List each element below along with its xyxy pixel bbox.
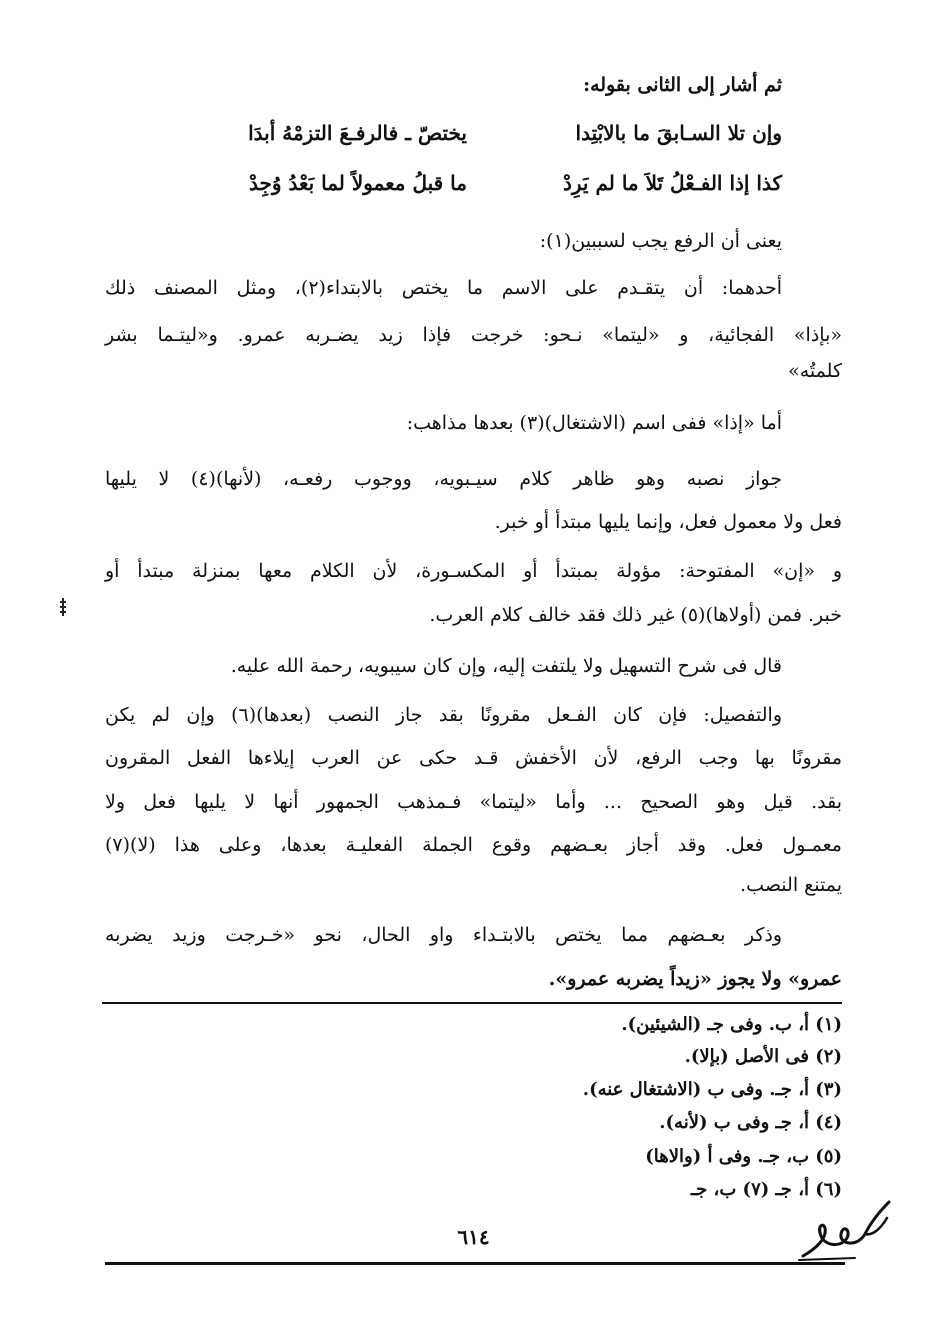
page-number: ٦١٤ [457,1225,490,1249]
footnote: (٢) فى الأصل (بإلا). [684,1046,842,1067]
paragraph-line: «بإذا» الفجائية، و «ليتما» نـحو: خرجت فإذا زيد يضـربه عمرو. و«ليتـما بشر [105,324,842,346]
paragraph-line: بقد. قيل وهو الصحيح ... وأما «ليتما» فـمذهب الجمهور أنها لا يليها فعل ولا [105,791,842,813]
verse-2-right-hemistich: كذا إذا الفـعْلُ تَلاَ ما لم يَرِدْ [562,171,782,195]
bottom-rule [105,1262,845,1265]
paragraph-line: جواز نصبه وهو ظاهر كلام سيـبويه، ووجوب رفعـه، (لأنها)(٤) لا يليها [105,468,782,490]
paragraph-line: أما «إذا» ففى اسم (الاشتغال)(٣) بعدها مذاهب: [406,412,782,434]
handwritten-signature-icon [795,1198,895,1264]
paragraph-line: فعل ولا معمول فعل، وإنما يليها مبتدأ أو خبر. [494,511,842,533]
footnote: (٥) ب، جـ. وفى أ (والاها) [645,1146,842,1167]
paragraph-line: والتفصيل: فإن كان الفـعل مقرونًا بقد جاز النصب (بعدها)(٦) وإن لم يكن [105,704,782,726]
paragraph-line: يعنى أن الرفع يجب لسببين(١): [539,230,782,252]
footnote: (٣) أ، جـ. وفى ب (الاشتغال عنه). [582,1079,842,1100]
intro-line: ثم أشار إلى الثانى بقوله: [583,74,782,96]
margin-mark-icon [58,596,68,618]
verse-1-right-hemistich: وإن تلا السـابقَ ما بالابْتِدا [575,121,782,145]
paragraph-line: معمـول فعل. وقد أجاز بعـضهم وقوع الجملة الفعليـة بعدها، وعلى هذا (لا)(٧) [105,834,842,856]
paragraph-line: وذكر بعـضهم مما يختص بالابتـداء واو الحال، نحو «خـرجت وزيد يضربه [105,924,782,946]
footnote: (٦) أ، جـ (٧) ب، جـ [690,1179,842,1200]
paragraph-line: كلمتُه» [788,360,842,382]
paragraph-line: أحدهما: أن يتقـدم على الاسم ما يختص بالابتداء(٢)، ومثل المصنف ذلك [105,277,782,299]
paragraph-line: عمرو» ولا يجوز «زيداً يضربه عمرو». [548,968,842,990]
footnote: (٤) أ، جـ وفى ب (لأنه). [659,1112,842,1133]
verse-2-left-hemistich: ما قبلُ معمولاً لما بَعْدُ وُجِدْ [248,171,467,195]
footnote: (١) أ، ب. وفى جـ (الشيئين). [621,1014,842,1035]
paragraph-line: قال فى شرح التسهيل ولا يلتفت إليه، وإن كان سيبويه، رحمة الله عليه. [230,655,782,677]
footnote-separator [102,1002,842,1004]
paragraph-line: خبر. فمن (أولاها)(٥) غير ذلك فقد خالف كلام العرب. [429,604,842,626]
verse-1-left-hemistich: يختصّ ـ فالرفـعَ التزمْهُ أبدَا [248,121,467,145]
paragraph-line: و «إن» المفتوحة: مؤولة بمبتدأ أو المكسـورة، لأن الكلام معها بمنزلة مبتدأ أو [105,560,842,582]
paragraph-line: مقرونًا بها وجب الرفع، لأن الأخفش قـد حكى عن العرب إيلاءها الفعل المقرون [105,747,842,769]
paragraph-line: يمتنع النصب. [740,874,842,896]
